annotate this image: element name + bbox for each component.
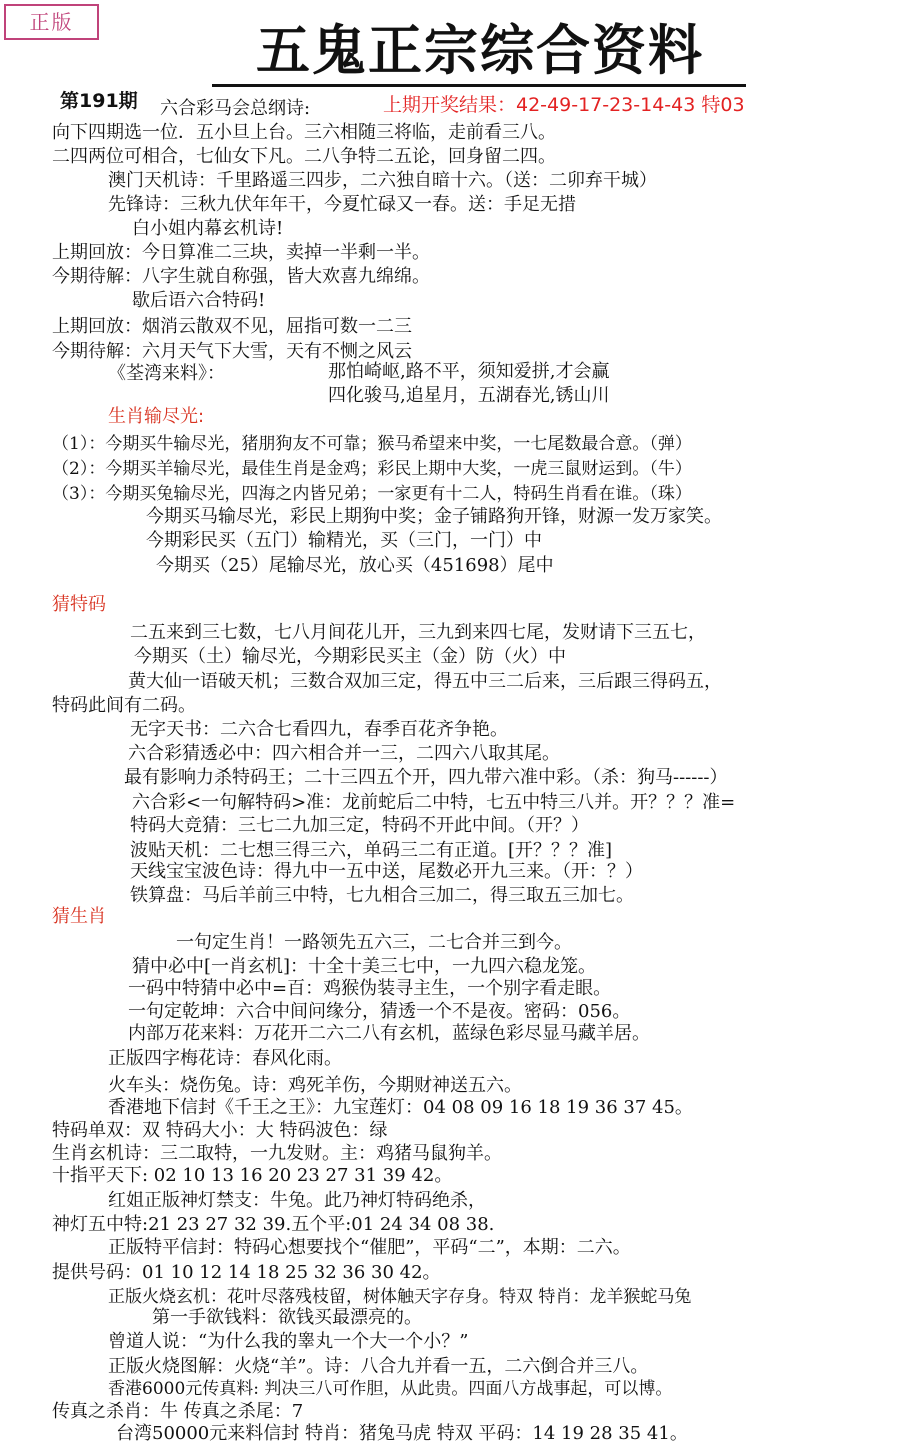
text-line: 今期买马输尽光，彩民上期狗中奖；金子铺路狗开锋，财源一发万家笑。 bbox=[146, 506, 722, 527]
text-line: 铁算盘：马后羊前三中特，七九相合三加二，得三取五三加七。 bbox=[130, 885, 634, 906]
text-line: 红姐正版神灯禁支：牛兔。此乃神灯特码绝杀， bbox=[108, 1190, 486, 1211]
text-line: 上期回放：今日算准二三块，卖掉一半剩一半。 bbox=[52, 242, 430, 263]
text-line: 四化骏马,追星月，五湖春光,锈山川 bbox=[328, 385, 610, 406]
text-line: 上期回放：烟消云散双不见，屈指可数一二三 bbox=[52, 316, 412, 337]
text-line: 先锋诗：三秋九伏年年干，今夏忙碌又一春。送：手足无措 bbox=[108, 194, 576, 215]
text-line: 生肖玄机诗：三二取特，一九发财。主：鸡猪马鼠狗羊。 bbox=[52, 1143, 502, 1164]
text-line: 今期待解：八字生就自称强，皆大欢喜九绵绵。 bbox=[52, 266, 430, 287]
text-line: 十指平天下: 02 10 13 16 20 23 27 31 39 42。 bbox=[52, 1165, 453, 1186]
text-line: 神灯五中特:21 23 27 32 39.五个平:01 24 34 08 38. bbox=[52, 1214, 495, 1235]
page-title: 五鬼正宗综合资料 bbox=[256, 18, 704, 82]
text-line: 一句定乾坤：六合中间问缘分，猜透一个不是夜。密码：056。 bbox=[128, 1001, 631, 1022]
text-line: 正版特平信封：特码心想要找个“催肥”，平码“二”，本期：二六。 bbox=[108, 1237, 631, 1258]
text-line: 《荃湾来料》： bbox=[108, 363, 225, 384]
last-draw-result: 上期开奖结果：42-49-17-23-14-43 特03 bbox=[383, 94, 745, 116]
text-line: 特码大竞猜：三七二九加三定，特码不开此中间。（开？） bbox=[130, 815, 589, 836]
text-line: 一码中特猜中必中=百：鸡猴伪装寻主生，一个别字看走眼。 bbox=[128, 978, 612, 999]
text-line: 特码此间有二码。 bbox=[52, 695, 196, 716]
text-line: （2）：今期买羊输尽光，最佳生肖是金鸡；彩民上期中大奖，一虎三鼠财运到。（牛） bbox=[52, 459, 692, 479]
text-line: 曾道人说：“为什么我的睾丸一个大一个小？” bbox=[108, 1331, 469, 1352]
text-line: （1）：今期买牛输尽光，猪朋狗友不可靠；猴马希望来中奖，一七尾数最合意。（弹） bbox=[52, 434, 692, 454]
text-line: 猜中必中[一肖玄机]：十全十美三七中，一九四六稳龙笼。 bbox=[132, 956, 597, 977]
title-underline bbox=[212, 84, 746, 87]
poem-heading: 六合彩马会总纲诗: bbox=[160, 98, 311, 119]
text-line: 六合彩猜透必中：四六相合并一三，二四六八取其尾。 bbox=[128, 743, 560, 764]
text-line: 香港地下信封《千王之王》：九宝莲灯：04 08 09 16 18 19 36 37 45。 bbox=[108, 1097, 693, 1118]
section-heading-shengxiao: 生肖输尽光: bbox=[108, 406, 205, 427]
text-line: 二五来到三七数，七八月间花儿开，三九到来四七尾，发财请下三五七， bbox=[130, 622, 706, 643]
text-line: 今期彩民买（五门）输精光，买（三门，一门）中 bbox=[146, 530, 542, 551]
text-line: 提供号码：01 10 12 14 18 25 32 36 30 42。 bbox=[52, 1262, 441, 1283]
text-line: 六合彩<一句解特码>准：龙前蛇后二中特，七五中特三八并。开？？？准= bbox=[132, 792, 736, 813]
issue-number: 第191期 bbox=[60, 90, 138, 112]
text-line: 最有影响力杀特码王；二十三四五个开，四九带六准中彩。（杀：狗马------） bbox=[124, 767, 728, 788]
text-line: （3）：今期买兔输尽光，四海之内皆兄弟；一家更有十二人，特码生肖看在谁。（珠） bbox=[52, 484, 692, 504]
text-line: 今期待解：六月天气下大雪，天有不恻之风云 bbox=[52, 341, 412, 362]
text-line: 火车头：烧伤兔。诗：鸡死羊伤，今期财神送五六。 bbox=[108, 1075, 522, 1096]
text-line: 正版火烧图解：火烧“羊”。诗：八合九并看一五，二六倒合并三八。 bbox=[108, 1356, 649, 1377]
text-line: 内部万花来料：万花开二六二八有玄机，蓝绿色彩尽显马藏羊居。 bbox=[128, 1023, 650, 1044]
text-line: 第一手欲钱料：欲钱买最漂亮的。 bbox=[152, 1307, 422, 1328]
text-line: 二四两位可相合，七仙女下凡。二八争特二五论，回身留二四。 bbox=[52, 146, 556, 167]
text-line: 那怕崎岖,路不平，须知爱拼,才会赢 bbox=[328, 361, 610, 382]
text-line: 无字天书：二六合七看四九，春季百花齐争艳。 bbox=[130, 719, 508, 740]
text-line: 黄大仙一语破天机；三数合双加三定，得五中三二后来，三后跟三得码五， bbox=[128, 671, 722, 692]
text-line: 今期买（土）输尽光，今期彩民买主（金）防（火）中 bbox=[134, 646, 566, 667]
text-line: 特码单双：双 特码大小：大 特码波色：绿 bbox=[52, 1120, 388, 1141]
text-line: 天线宝宝波色诗：得九中一五中送，尾数必开九三来。（开：？） bbox=[130, 861, 643, 882]
section-heading-shengxiao-guess: 猜生肖 bbox=[52, 906, 106, 927]
genuine-stamp: 正版 bbox=[4, 4, 99, 40]
text-line: 澳门天机诗：千里路遥三四步，二六独自暗十六。（送：二卯弃干城） bbox=[108, 170, 657, 191]
text-line: 今期买（25）尾输尽光，放心买（451698）尾中 bbox=[156, 555, 554, 576]
text-line: 歇后语六合特码! bbox=[132, 290, 266, 311]
text-line: 香港6000元传真料: 判决三八可作胆，从此贵。四面八方战事起，可以博。 bbox=[108, 1379, 673, 1399]
section-heading-tema: 猜特码 bbox=[52, 594, 106, 615]
text-line: 波贴天机：二七想三得三六，单码三二有正道。[开？？？准] bbox=[130, 840, 613, 861]
text-line: 向下四期选一位．五小旦上台。三六相随三将临，走前看三八。 bbox=[52, 122, 556, 143]
text-line: 一句定生肖！一路领先五六三，二七合并三到今。 bbox=[176, 932, 572, 953]
text-line: 正版四字梅花诗：春风化雨。 bbox=[108, 1048, 342, 1069]
text-line: 台湾50000元来料信封 特肖：猪兔马虎 特双 平码：14 19 28 35 41。 bbox=[116, 1423, 688, 1444]
text-line: 正版火烧玄机：花叶尽落残枝留，树体触天字存身。特双 特肖：龙羊猴蛇马兔 bbox=[108, 1287, 692, 1307]
text-line: 白小姐内幕玄机诗! bbox=[132, 218, 284, 239]
text-line: 传真之杀肖：牛 传真之杀尾：7 bbox=[52, 1401, 304, 1422]
